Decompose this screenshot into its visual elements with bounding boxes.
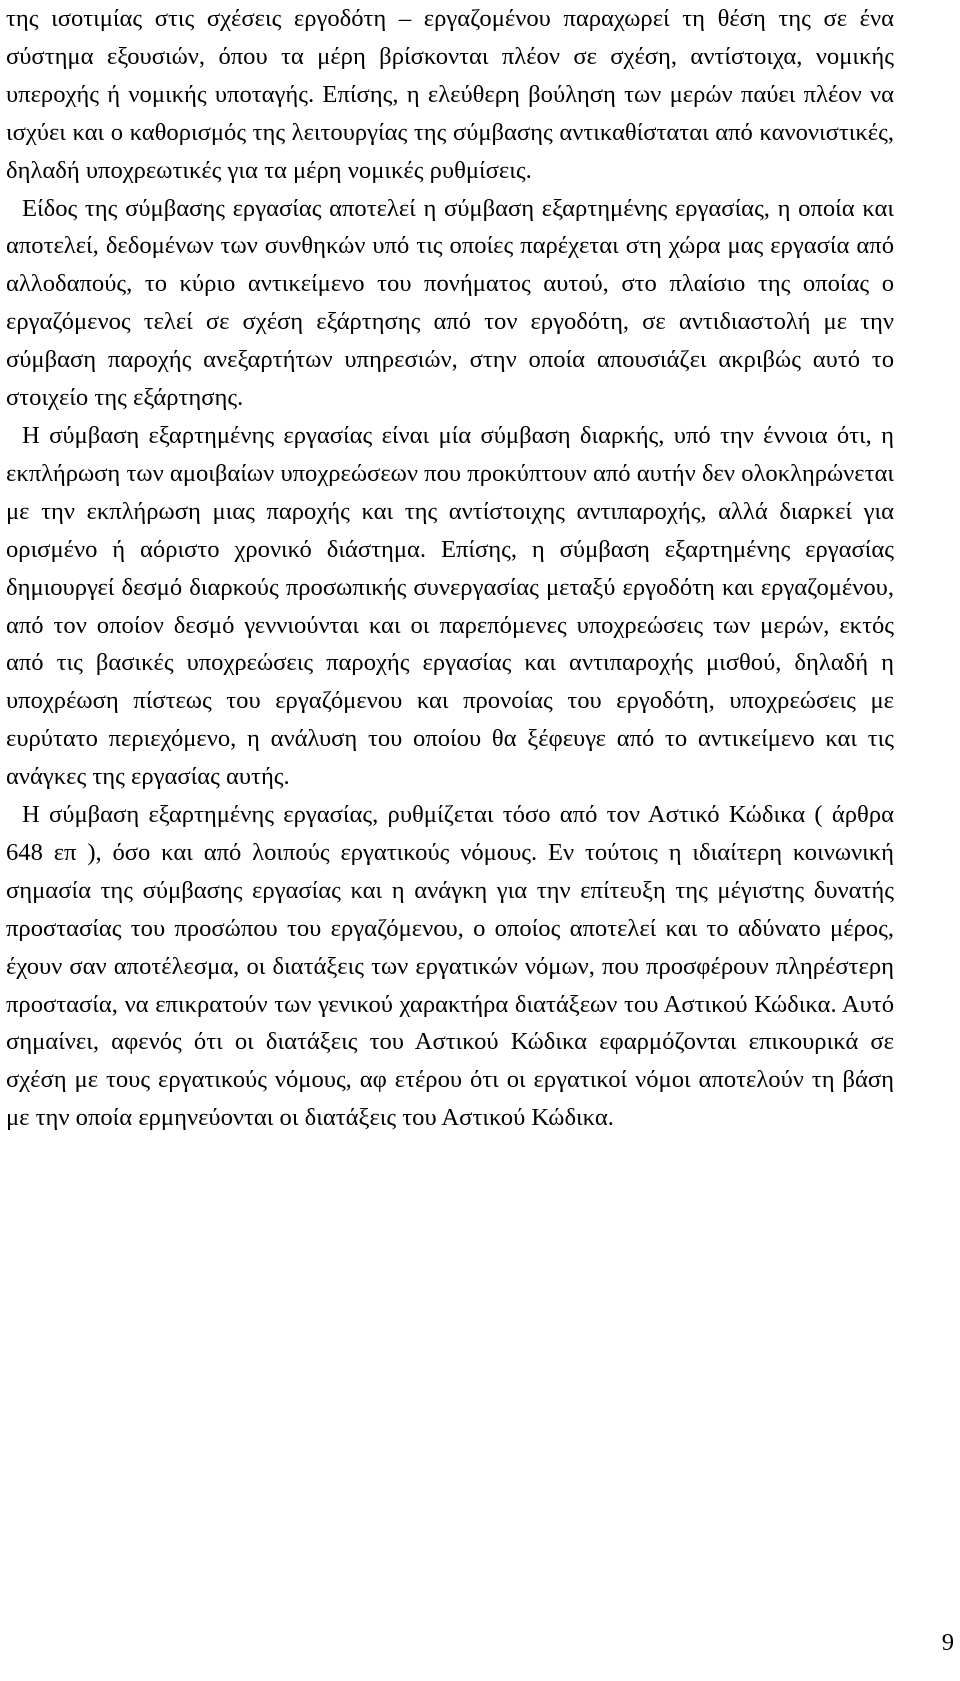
- paragraph-civil-code: Η σύμβαση εξαρτημένης εργασίας, ρυθμίζεται τόσο από τον Αστικό Κώδικα ( άρθρα 648 επ ), όσο και από λοιπούς εργατικούς νόμους. Εν τούτοις η ιδιαίτερη κοινωνική σημασία της σύμβασης εργασίας και η ανάγκη για την επίτευξη της μέγιστης δυνατής προστασίας του προσώπου του εργαζόμενου, ο οποίος αποτελεί και το αδύνατο μέρος, έχουν σαν αποτέλεσμα, οι διατάξεις των εργατικών νόμων, που προσφέρουν πληρέστερη προστασία, να επικρατούν των γενικού χαρακτήρα διατάξεων του Αστικού Κώδικα. Αυτό σημαίνει, αφενός ότι οι διατάξεις του Αστικού Κώδικα εφαρμόζονται επικουρικά σε σχέση με τους εργατικούς νόμους, αφ ετέρου ότι οι εργατικοί νόμοι αποτελούν τη βάση με την οποία ερμηνεύονται οι διατάξεις του Αστικού Κώδικα.: [6, 801, 894, 1132]
- page-number: 9: [941, 1629, 954, 1656]
- paragraph-continuation: της ισοτιμίας στις σχέσεις εργοδότη – εργαζομένου παραχωρεί τη θέση της σε ένα σύστημα εξουσιών, όπου τα μέρη βρίσκονται πλέον σε σχέση, αντίστοιχα, νομικής υπεροχής ή νομικής υποταγής. Επίσης, η ελεύθερη βούληση των μερών παύει πλέον να ισχύει και ο καθορισμός της λειτουργίας της σύμβασης αντικαθίσταται από κανονιστικές, δηλαδή υποχρεωτικές για τα μέρη νομικές ρυθμίσεις.: [6, 5, 894, 184]
- paragraph-contract-type: Είδος της σύμβασης εργασίας αποτελεί η σύμβαση εξαρτημένης εργασίας, η οποία και αποτελεί, δεδομένων των συνθηκών υπό τις οποίες παρέχεται στη χώρα μας εργασία από αλλοδαπούς, το κύριο αντικείμενο του πονήματος αυτού, στο πλαίσιο της οποίας ο εργαζόμενος τελεί σε σχέση εξάρτησης από τον εργοδότη, σε αντιδιαστολή με την σύμβαση παροχής ανεξαρτήτων υπηρεσιών, στην οποία απουσιάζει ακριβώς αυτό το στοιχείο της εξάρτησης.: [6, 194, 894, 412]
- document-body: [6, 0, 894, 1137]
- paragraph-continuous-contract: Η σύμβαση εξαρτημένης εργασίας είναι μία σύμβαση διαρκής, υπό την έννοια ότι, η εκπλήρωση των αμοιβαίων υποχρεώσεων που προκύπτουν από αυτήν δεν ολοκληρώνεται με την εκπλήρωση μιας παροχής και της αντίστοιχης αντιπαροχής, αλλά διαρκεί για ορισμένο ή αόριστο χρονικό διάστημα. Επίσης, η σύμβαση εξαρτημένης εργασίας δημιουργεί δεσμό διαρκούς προσωπικής συνεργασίας μεταξύ εργοδότη και εργαζομένου, από τον οποίον δεσμό γεννιούνται και οι παρεπόμενες υποχρεώσεις των μερών, εκτός από τις βασικές υποχρεώσεις παροχής εργασίας και αντιπαροχής μισθού, δηλαδή η υποχρέωση πίστεως του εργαζόμενου και προνοίας του εργοδότη, υποχρεώσεις με ευρύτατο περιεχόμενο, η ανάλυση του οποίου θα ξέφευγε από το αντικείμενο και τις ανάγκες της εργασίας αυτής.: [6, 421, 894, 791]
